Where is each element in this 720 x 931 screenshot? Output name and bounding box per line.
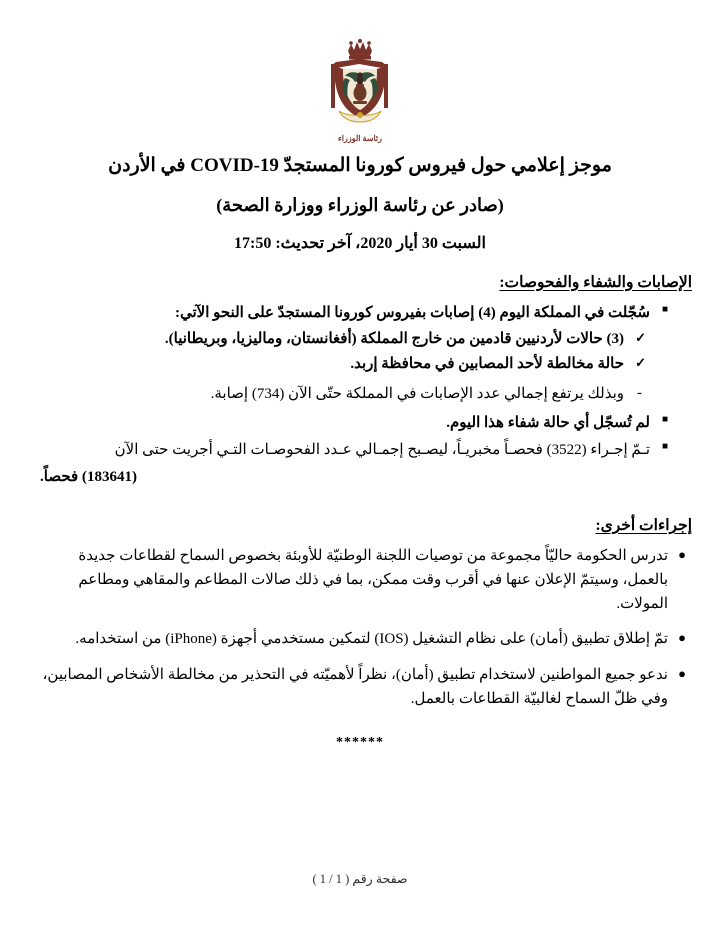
list-item-text: سُجّلت في المملكة اليوم (4) إصابات بفيروس كورونا المستجدّ على النحو الآتي: (174, 304, 650, 321)
list-item (0, 438, 720, 462)
list-item (0, 301, 720, 377)
dash-item-text: وبذلك يرتفع إجمالي عدد الإصابات في المملكة حتّى الآن (734) إصابة. (210, 386, 624, 403)
round-bullet-icon: ● (678, 630, 686, 646)
section-heading-infections: الإصابات والشفاء والفحوصات: (499, 273, 692, 291)
list-item (0, 627, 720, 651)
list-item (38, 327, 650, 351)
list-item (38, 352, 650, 376)
asterisk-separator: ****** (336, 735, 384, 751)
other-measures-list (0, 544, 720, 712)
list-item (0, 411, 720, 435)
sub-item-text: (3) حالات لأردنيين قادمين من خارج المملكة (أفغانستان، وماليزيا، وبريطانيا). (164, 330, 624, 347)
infections-list-continued (0, 411, 720, 463)
square-bullet-icon: ■ (661, 303, 668, 315)
infections-list (0, 301, 720, 377)
infections-sublist (38, 327, 650, 377)
list-item-text: تـمّ إجـراء (3522) فحصـاً مخبريـاً، ليصـبح إجمـالي عـدد الفحوصـات التـي أجريت حتى الآن (114, 441, 650, 458)
title-block (0, 152, 720, 216)
list-item (0, 663, 720, 712)
tests-total-continuation: (183641) فحصاً. (40, 469, 137, 486)
section-other-measures (0, 516, 720, 712)
list-item (0, 544, 720, 617)
section-infections (0, 273, 720, 490)
page-footer: صفحة رقم ( 1 / 1 ) (312, 872, 408, 886)
list-item-text: لم تُسجّل أي حالة شفاء هذا اليوم. (446, 414, 650, 431)
square-bullet-icon: ■ (661, 440, 668, 452)
date-line: السبت 30 أيار 2020، آخر تحديث: 17:50 (234, 234, 486, 252)
page-title: موجز إعلامي حول فيروس كورونا المستجدّ COVID-19 في الأردن (108, 155, 612, 176)
square-bullet-icon: ■ (661, 413, 668, 425)
check-mark-icon: ✓ (635, 329, 646, 345)
dash-bullet-icon: - (637, 385, 642, 402)
emblem-container (0, 0, 720, 146)
dash-list-item (0, 382, 720, 406)
sub-item-text: حالة مخالطة لأحد المصابين في محافظة إربد. (350, 356, 624, 373)
list-item-text: تدرس الحكومة حاليّاً مجموعة من توصيات اللجنة الوطنيّة للأوبئة بخصوص السماح لقطاعات جديدة بالعمل، وسيتمّ الإعلان عنها في أقرب وقت ممكن، بما في ذلك صالات المطاعم والمقاهي ومطاعم المولات. (78, 547, 668, 613)
jordan-coat-of-arms-icon (317, 38, 403, 143)
emblem-caption: رئاسة الوزراء (337, 134, 383, 143)
section-heading-other: إجراءات أخرى: (595, 516, 692, 534)
page-subtitle: (صادر عن رئاسة الوزراء ووزارة الصحة) (216, 194, 504, 215)
list-item-text: تمّ إطلاق تطبيق (أمان) على نظام التشغيل (IOS) لتمكين مستخدمي أجهزة (iPhone) من استخدامه. (75, 631, 668, 648)
round-bullet-icon: ● (678, 665, 686, 681)
round-bullet-icon: ● (678, 546, 686, 562)
check-mark-icon: ✓ (635, 355, 646, 371)
list-item-text: ندعو جميع المواطنين لاستخدام تطبيق (أمان)، نظراً لأهميّته في التحذير من مخالطة الأشخاص المصابين، وفي ظلّ السماح لغالبيّة القطاعات بالعمل. (42, 666, 668, 708)
